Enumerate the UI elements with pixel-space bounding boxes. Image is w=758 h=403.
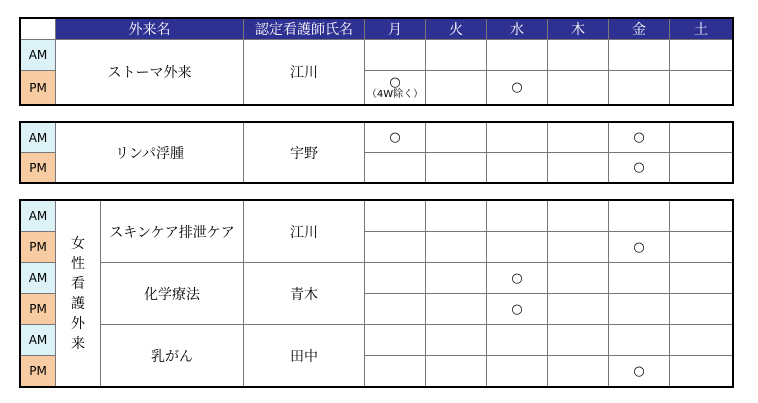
group-label-char: 護 — [71, 295, 85, 312]
stoma-am-row — [21, 40, 733, 71]
pm-label: PM — [21, 232, 56, 263]
pm-label: PM — [21, 356, 56, 387]
cell-stoma-am-sat — [670, 40, 733, 71]
group-label-char: 女 — [71, 235, 85, 252]
cell-breast-am-mon — [365, 325, 426, 356]
header-day-wed: 水 — [487, 19, 548, 40]
cell-breast-am-sat — [670, 325, 733, 356]
cell-skincare-am-fri — [609, 201, 670, 232]
cell-breast-pm-tue — [426, 356, 487, 387]
nurse-name-egawa: 江川 — [244, 201, 365, 263]
cell-stoma-pm-mon — [365, 71, 426, 105]
group-label-char: 外 — [71, 315, 85, 332]
cell-skincare-pm-sat — [670, 232, 733, 263]
cell-lymph-pm-thu — [548, 153, 609, 183]
pm-exception-note: （4W除く） — [366, 88, 424, 100]
clinic-name-breast-cancer: 乳がん — [101, 325, 244, 387]
header-day-mon: 月 — [365, 19, 426, 40]
pm-label: PM — [21, 294, 56, 325]
cell-breast-am-wed — [487, 325, 548, 356]
header-blank-cell — [21, 19, 56, 40]
cell-chemo-pm-thu — [548, 294, 609, 325]
cell-skincare-am-tue — [426, 201, 487, 232]
schedule-table-womens — [20, 200, 733, 387]
cell-stoma-pm-thu — [548, 71, 609, 105]
cell-lymph-am-mon: ○ — [365, 123, 426, 153]
cell-chemo-am-thu — [548, 263, 609, 294]
cell-breast-am-tue — [426, 325, 487, 356]
clinic-name-lymph: リンパ浮腫 — [56, 123, 244, 183]
cell-chemo-am-fri — [609, 263, 670, 294]
header-day-sat: 土 — [670, 19, 733, 40]
cell-lymph-pm-wed — [487, 153, 548, 183]
cell-skincare-am-wed — [487, 201, 548, 232]
nurse-name-uno: 宇野 — [244, 123, 365, 183]
cell-breast-pm-mon — [365, 356, 426, 387]
chemo-am-row — [21, 263, 733, 294]
circle-mark: ○ — [389, 74, 401, 90]
cell-skincare-pm-fri: ○ — [609, 232, 670, 263]
cell-lymph-am-sat — [670, 123, 733, 153]
pm-label: PM — [21, 153, 56, 183]
am-label: AM — [21, 123, 56, 153]
cell-skincare-am-sat — [670, 201, 733, 232]
skincare-am-row — [21, 201, 733, 232]
cell-breast-pm-sat — [670, 356, 733, 387]
header-day-fri: 金 — [609, 19, 670, 40]
cell-chemo-pm-wed: ○ — [487, 294, 548, 325]
header-day-tue: 火 — [426, 19, 487, 40]
am-label: AM — [21, 40, 56, 71]
cell-lymph-am-fri: ○ — [609, 123, 670, 153]
header-clinic-name: 外来名 — [56, 19, 244, 40]
clinic-name-chemotherapy: 化学療法 — [101, 263, 244, 325]
cell-stoma-pm-tue — [426, 71, 487, 105]
breast-am-row — [21, 325, 733, 356]
clinic-name-stoma: ストーマ外来 — [56, 40, 244, 105]
nurse-name-egawa: 江川 — [244, 40, 365, 105]
nurse-name-aoki: 青木 — [244, 263, 365, 325]
cell-stoma-pm-sat — [670, 71, 733, 105]
cell-lymph-pm-tue — [426, 153, 487, 183]
am-label: AM — [21, 263, 56, 294]
schedule-table-stoma — [20, 18, 733, 105]
cell-chemo-pm-fri — [609, 294, 670, 325]
am-label: AM — [21, 325, 56, 356]
cell-skincare-pm-wed — [487, 232, 548, 263]
cell-lymph-am-thu — [548, 123, 609, 153]
cell-breast-pm-fri: ○ — [609, 356, 670, 387]
cell-chemo-am-wed: ○ — [487, 263, 548, 294]
cell-breast-pm-thu — [548, 356, 609, 387]
cell-skincare-am-thu — [548, 201, 609, 232]
cell-stoma-pm-wed: ○ — [487, 71, 548, 105]
cell-lymph-pm-fri: ○ — [609, 153, 670, 183]
cell-chemo-am-tue — [426, 263, 487, 294]
cell-skincare-pm-mon — [365, 232, 426, 263]
schedule-table-lymph — [20, 122, 733, 183]
nurse-name-tanaka: 田中 — [244, 325, 365, 387]
header-day-thu: 木 — [548, 19, 609, 40]
lymph-am-row — [21, 123, 733, 153]
cell-chemo-pm-mon — [365, 294, 426, 325]
group-label-char: 看 — [71, 275, 85, 292]
cell-lymph-pm-mon — [365, 153, 426, 183]
cell-stoma-am-thu — [548, 40, 609, 71]
cell-skincare-pm-thu — [548, 232, 609, 263]
cell-breast-am-thu — [548, 325, 609, 356]
cell-lymph-am-wed — [487, 123, 548, 153]
am-label: AM — [21, 201, 56, 232]
group-label-char: 性 — [71, 255, 85, 272]
clinic-name-skincare: スキンケア排泄ケア — [101, 201, 244, 263]
cell-stoma-am-mon — [365, 40, 426, 71]
womens-nursing-group-label — [56, 201, 101, 387]
header-row — [21, 19, 733, 40]
cell-breast-pm-wed — [487, 356, 548, 387]
cell-breast-am-fri — [609, 325, 670, 356]
cell-stoma-am-wed — [487, 40, 548, 71]
cell-chemo-pm-tue — [426, 294, 487, 325]
header-nurse-name: 認定看護師氏名 — [244, 19, 365, 40]
group-label-char: 来 — [71, 335, 85, 352]
cell-lymph-pm-sat — [670, 153, 733, 183]
pm-label: PM — [21, 71, 56, 105]
cell-chemo-am-sat — [670, 263, 733, 294]
cell-stoma-am-tue — [426, 40, 487, 71]
cell-skincare-am-mon — [365, 201, 426, 232]
cell-chemo-pm-sat — [670, 294, 733, 325]
cell-stoma-am-fri — [609, 40, 670, 71]
cell-chemo-am-mon — [365, 263, 426, 294]
cell-stoma-pm-fri — [609, 71, 670, 105]
cell-skincare-pm-tue — [426, 232, 487, 263]
cell-lymph-am-tue — [426, 123, 487, 153]
